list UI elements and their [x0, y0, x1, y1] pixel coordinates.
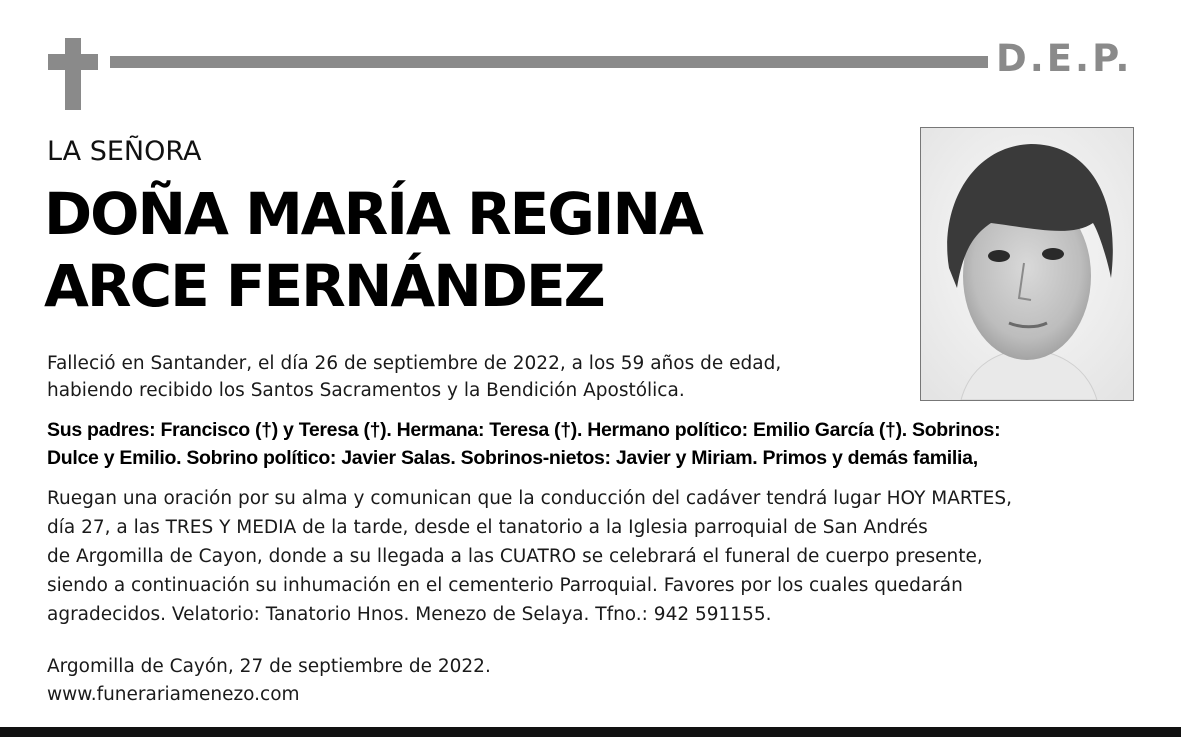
deceased-name: [44, 178, 864, 322]
request-line: día 27, a las TRES Y MEDIA de la tarde, desde el tanatorio a la Iglesia parroquial de San Andrés: [47, 517, 928, 538]
deceased-title-prefix: LA SEÑORA: [47, 136, 202, 167]
death-notice: [47, 350, 781, 404]
bottom-rule: [0, 727, 1181, 737]
family-members: [47, 416, 1147, 472]
family-line: Sus padres: Francisco (†) y Teresa (†). Hermana: Teresa (†). Hermano político: Emilio García (†). Sobrinos:: [47, 419, 1001, 441]
request-line: de Argomilla de Cayon, donde a su llegada a las CUATRO se celebrará el funeral de cuerpo presente,: [47, 546, 983, 567]
funeral-request: [47, 484, 1012, 629]
website-link[interactable]: www.funerariamenezo.com: [47, 684, 300, 705]
death-notice-line: Falleció en Santander, el día 26 de septiembre de 2022, a los 59 años de edad,: [47, 353, 782, 374]
portrait-photo: [920, 127, 1134, 401]
request-line: Ruegan una oración por su alma y comunican que la conducción del cadáver tendrá lugar HOY MARTES,: [47, 488, 1012, 509]
place-date: Argomilla de Cayón, 27 de septiembre de 2022.: [47, 656, 491, 677]
request-line: siendo a continuación su inhumación en el cementerio Parroquial. Favores por los cuales quedarán: [47, 575, 963, 596]
deceased-name-line1: DOÑA MARÍA REGINA: [44, 180, 702, 248]
deceased-name-line2: ARCE FERNÁNDEZ: [44, 252, 604, 320]
cross-icon: [48, 38, 98, 110]
dep-badge: D.E.P.: [996, 37, 1133, 80]
death-notice-line: habiendo recibido los Santos Sacramentos y la Bendición Apostólica.: [47, 380, 685, 401]
request-line: agradecidos. Velatorio: Tanatorio Hnos. Menezo de Selaya. Tfno.: 942 591155.: [47, 604, 772, 625]
header-rule: [110, 56, 988, 68]
family-line: Dulce y Emilio. Sobrino político: Javier Salas. Sobrinos-nietos: Javier y Miriam. Primos y demás familia,: [47, 447, 978, 469]
portrait-image: [921, 128, 1133, 400]
